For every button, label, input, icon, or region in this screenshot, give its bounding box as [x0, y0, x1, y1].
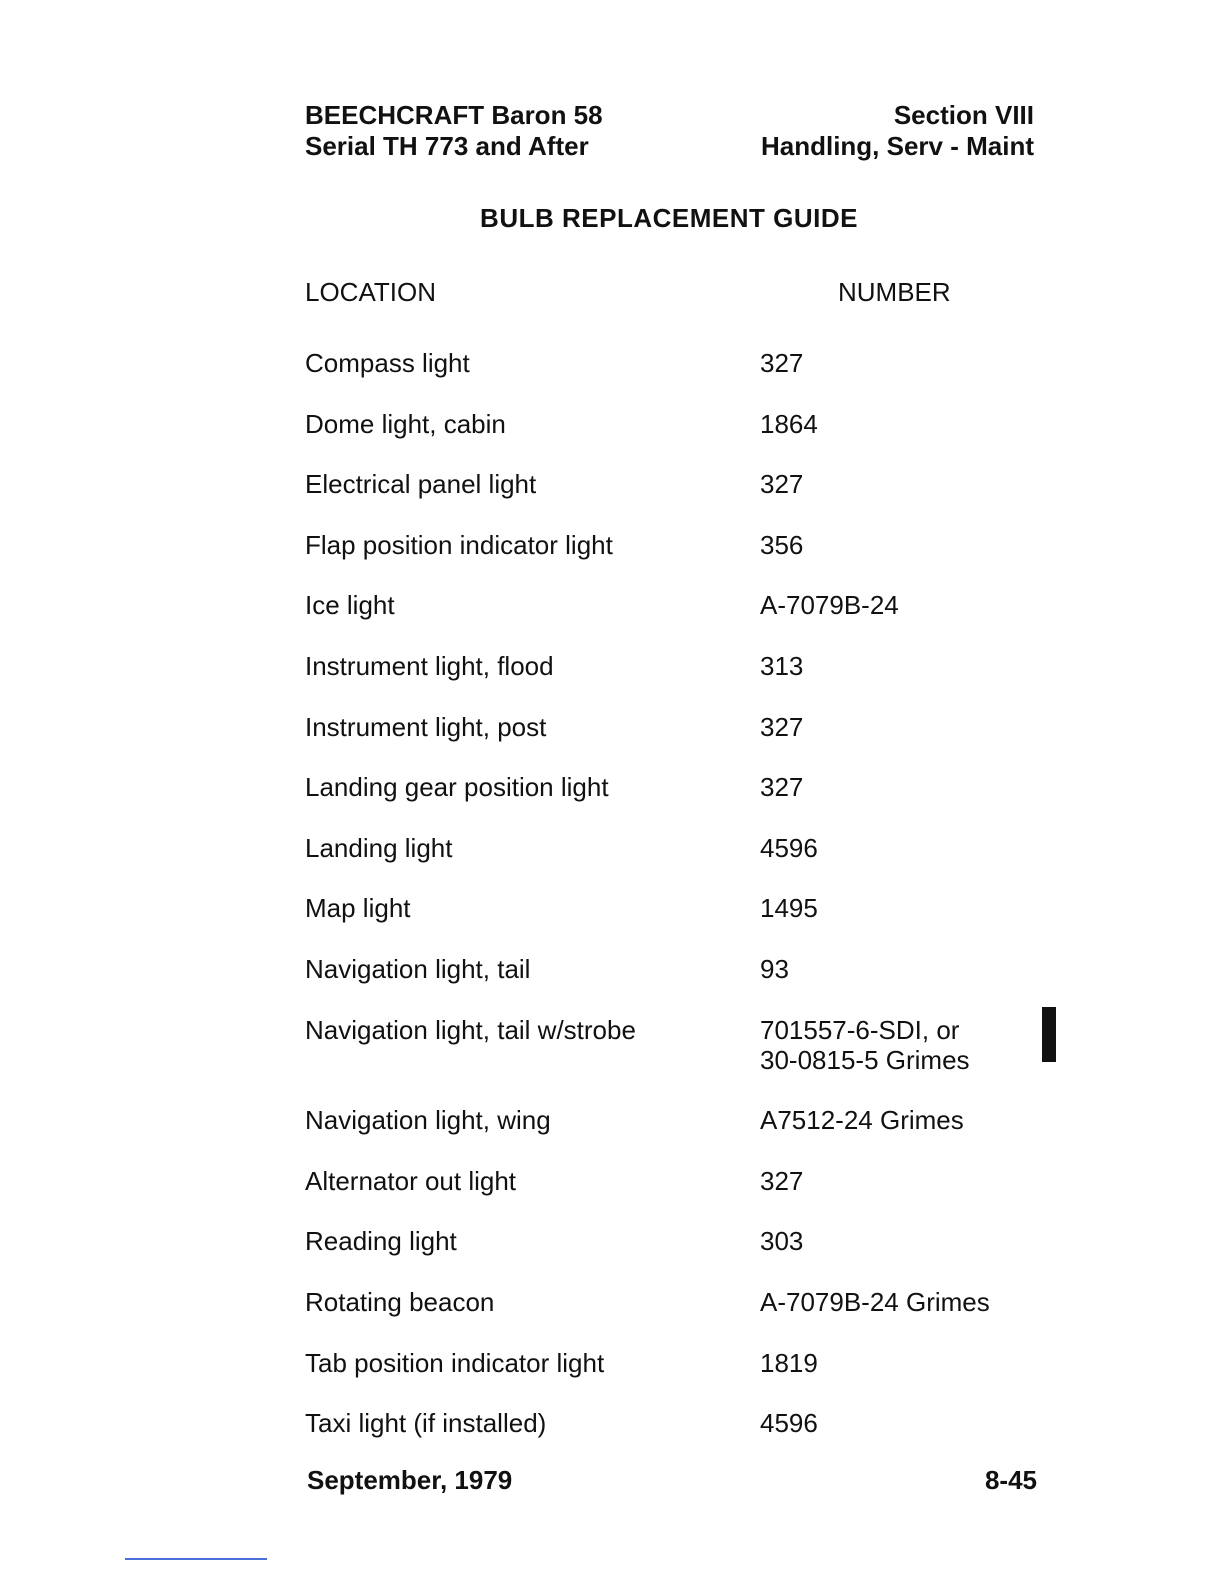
- bulb-number-cell: A-7079B-24: [760, 590, 899, 621]
- location-cell: Alternator out light: [305, 1165, 517, 1196]
- bulb-number-cell: 93: [760, 953, 789, 984]
- bulb-number-cell: [760, 1015, 970, 1075]
- scan-artifact-line: [125, 1558, 267, 1560]
- table-row: [305, 1287, 1065, 1317]
- location-cell: Navigation light, tail w/strobe: [305, 1014, 636, 1045]
- table-row: [305, 469, 1065, 499]
- bulb-number-cell: 1495: [760, 893, 818, 924]
- bulb-number-cell: 4596: [760, 832, 818, 863]
- location-cell: Navigation light, wing: [305, 1105, 551, 1136]
- bulb-number-cell: 327: [760, 1165, 804, 1196]
- location-cell: Compass light: [305, 348, 470, 378]
- table-row: [305, 893, 1065, 923]
- bulb-number-cell: 1819: [760, 1347, 818, 1378]
- table-row: [305, 1226, 1065, 1256]
- location-cell: Reading light: [305, 1226, 457, 1257]
- location-cell: Flap position indicator light: [305, 529, 613, 560]
- table-row: [305, 1408, 1065, 1438]
- bulb-number-line-2: 30-0815-5 Grimes: [760, 1044, 970, 1075]
- bulb-number-cell: A7512-24 Grimes: [760, 1105, 964, 1136]
- table-row: [305, 409, 1065, 439]
- bulb-number-cell: A-7079B-24 Grimes: [760, 1286, 990, 1317]
- location-cell: Rotating beacon: [305, 1286, 495, 1317]
- footer-page-number: 8-45: [984, 1465, 1037, 1495]
- bulb-number-cell: 303: [760, 1226, 804, 1257]
- table-row: [305, 1105, 1065, 1135]
- table-row: [305, 1166, 1065, 1196]
- location-cell: Taxi light (if installed): [305, 1408, 547, 1439]
- bulb-number-line-1: 701557-6-SDI, or: [760, 1014, 960, 1045]
- header-section-title: Handling, Serv - Maint: [760, 131, 1034, 161]
- footer-date: September, 1979: [307, 1465, 513, 1495]
- location-cell: Landing light: [305, 832, 453, 863]
- table-row: [305, 348, 1065, 378]
- location-cell: Electrical panel light: [305, 469, 537, 500]
- table-row: [305, 590, 1065, 620]
- table-row: [305, 712, 1065, 742]
- table-row: [305, 954, 1065, 984]
- header-right: [761, 100, 1034, 162]
- location-cell: Map light: [305, 893, 411, 924]
- revision-change-bar: [1042, 1007, 1056, 1062]
- column-header-number: NUMBER: [838, 277, 951, 307]
- table-row: [305, 651, 1065, 681]
- location-cell: Dome light, cabin: [305, 408, 506, 439]
- header-section: Section VIII: [893, 100, 1034, 130]
- location-cell: Instrument light, flood: [305, 650, 554, 681]
- table-row: [305, 833, 1065, 863]
- table-row: [305, 1015, 1065, 1075]
- location-cell: Landing gear position light: [305, 772, 609, 803]
- table-row: [305, 772, 1065, 802]
- column-header-location: LOCATION: [305, 277, 436, 307]
- bulb-number-cell: 327: [760, 772, 804, 803]
- location-cell: Ice light: [305, 590, 395, 621]
- location-cell: Instrument light, post: [305, 711, 547, 742]
- bulb-number-cell: 327: [760, 711, 804, 742]
- location-cell: Navigation light, tail: [305, 953, 531, 984]
- page-title: BULB REPLACEMENT GUIDE: [480, 203, 858, 233]
- header-serial-range: Serial TH 773 and After: [305, 131, 589, 161]
- bulb-number-cell: 356: [760, 529, 804, 560]
- location-cell: Tab position indicator light: [305, 1347, 605, 1378]
- header-left: [305, 100, 603, 162]
- table-row: [305, 1348, 1065, 1378]
- bulb-table: [305, 348, 1065, 1469]
- bulb-number-cell: 4596: [760, 1408, 818, 1439]
- header-aircraft-model: BEECHCRAFT Baron 58: [305, 100, 603, 130]
- bulb-number-cell: 1864: [760, 408, 818, 439]
- bulb-number-cell: 327: [760, 348, 804, 378]
- bulb-number-cell: 327: [760, 469, 804, 500]
- table-row: [305, 530, 1065, 560]
- bulb-number-cell: 313: [760, 650, 804, 681]
